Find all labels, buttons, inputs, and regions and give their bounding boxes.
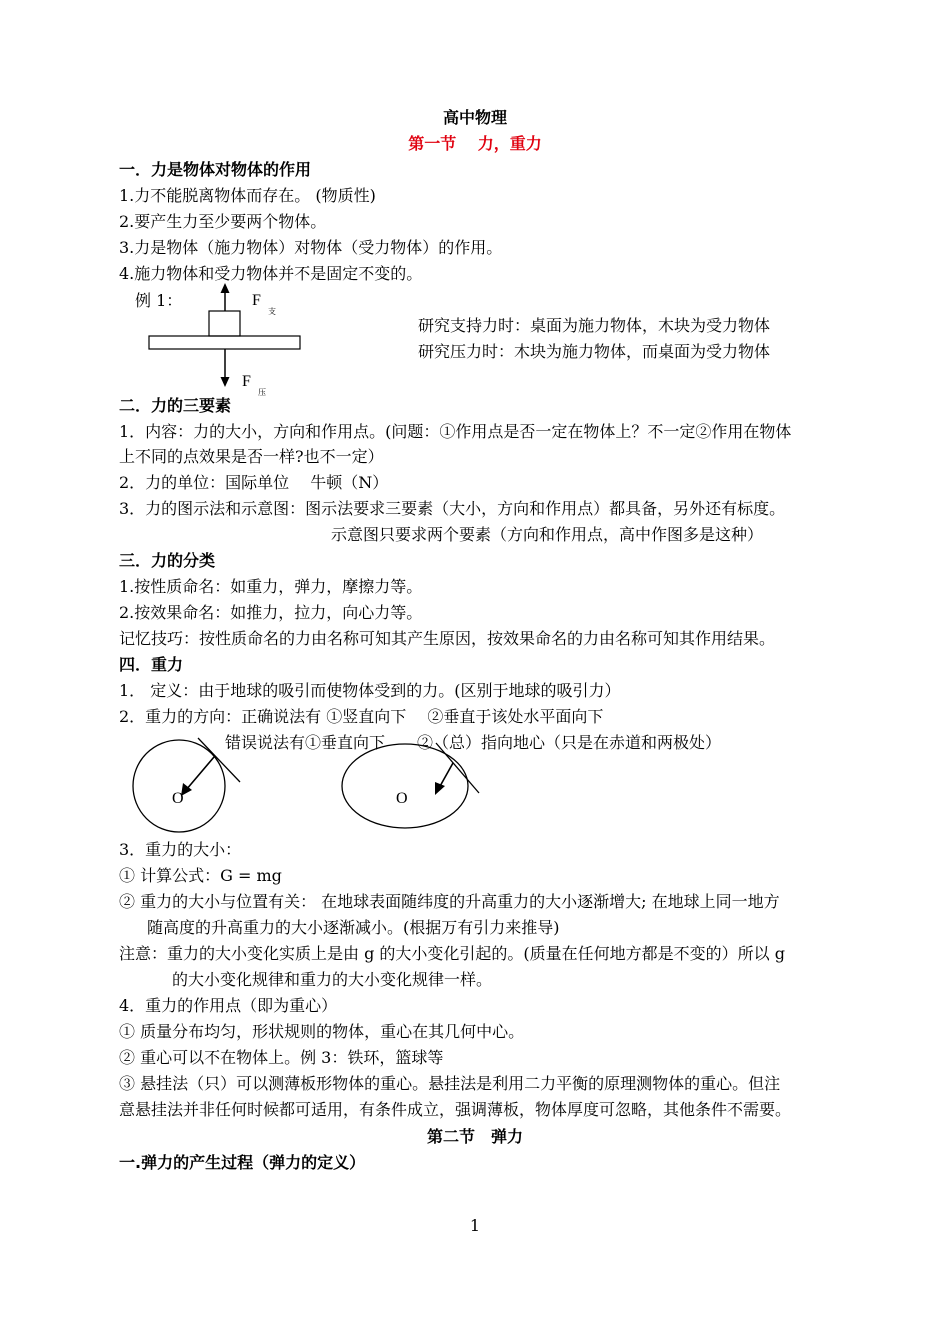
earth-circle xyxy=(133,740,225,832)
para: ② 重心可以不在物体上。例 3：铁环，篮球等 xyxy=(119,1048,444,1067)
heading-3: 三．力的分类 xyxy=(119,551,216,570)
para: ② 重力的大小与位置有关： 在地球表面随纬度的升高重力的大小逐渐增大; 在地球上同一地方 xyxy=(119,892,780,911)
f-support-sub: 支 xyxy=(268,307,276,316)
center-label: O xyxy=(396,790,408,807)
para: 上不同的点效果是否一样?也不一定） xyxy=(119,447,384,466)
tangent-line xyxy=(198,738,240,782)
f-pressure-sub: 压 xyxy=(258,388,266,397)
para: ① 质量分布均匀，形状规则的物体，重心在其几何中心。 xyxy=(119,1022,525,1041)
example-note: 研究支持力时：桌面为施力物体，木块为受力物体 xyxy=(418,316,771,335)
example-note: 研究压力时：木块为施力物体，而桌面为受力物体 xyxy=(418,342,771,361)
para: 1.按性质命名：如重力，弹力，摩擦力等。 xyxy=(119,577,423,596)
para: 意悬挂法并非任何时候都可适用，有条件成立，强调薄板，物体厚度可忽略，其他条件不需要。 xyxy=(119,1100,792,1119)
arrow-head xyxy=(221,377,230,387)
table-plank xyxy=(149,336,300,349)
earth-ellipse xyxy=(342,744,468,828)
para: 2．力的单位：国际单位 牛顿（N） xyxy=(119,473,389,492)
para: 2.要产生力至少要两个物体。 xyxy=(119,212,327,231)
para: 3．力的图示法和示意图：图示法要求三要素（大小，方向和作用点）都具备，另外还有标度。 xyxy=(119,499,786,518)
para: ③ 悬挂法（只）可以测薄板形物体的重心。悬挂法是利用二力平衡的原理测物体的重心。但注 xyxy=(119,1074,781,1093)
doc-title: 高中物理 xyxy=(442,108,507,127)
para: 3.力是物体（施力物体）对物体（受力物体）的作用。 xyxy=(119,238,503,257)
note: 注意：重力的大小变化实质上是由 g 的大小变化引起的。(质量在任何地方都是不变的）所以 g xyxy=(119,944,785,963)
para: 记忆技巧：按性质命名的力由名称可知其产生原因，按效果命名的力由名称可知其作用结果。 xyxy=(119,629,776,648)
para: 1． 定义：由于地球的吸引而使物体受到的力。(区别于地球的吸引力） xyxy=(119,681,621,700)
para: 示意图只要求两个要素（方向和作用点，高中作图多是这种） xyxy=(331,525,764,544)
para: 2．重力的方向：正确说法有 ①竖直向下 ②垂直于该处水平面向下 xyxy=(119,707,604,726)
heading-5: 一.弹力的产生过程（弹力的定义） xyxy=(119,1153,366,1172)
para: 3．重力的大小： xyxy=(119,840,242,859)
para: 1．内容：力的大小，方向和作用点。(问题：①作用点是否一定在物体上？不一定②作用在物体 xyxy=(119,422,792,441)
f-support-label: F xyxy=(252,292,261,309)
para: 错误说法有①垂直向下 ②（总）指向地心（只是在赤道和两极处） xyxy=(225,733,722,752)
f-pressure-label: F xyxy=(242,373,251,390)
arrow-head xyxy=(221,283,230,293)
center-label: O xyxy=(172,790,184,807)
force-diagram xyxy=(140,280,320,400)
wood-block xyxy=(209,311,240,336)
para: 1.力不能脱离物体而存在。 (物质性) xyxy=(119,186,376,205)
section-heading: 第一节 力，重力 xyxy=(408,134,542,153)
arrow-head xyxy=(435,782,445,795)
heading-1: 一．力是物体对物体的作用 xyxy=(119,160,312,179)
example-label: 例 1： xyxy=(135,291,183,310)
para: 2.按效果命名：如推力，拉力，向心力等。 xyxy=(119,603,423,622)
para: 随高度的升高重力的大小逐渐减小。(根据万有引力来推导) xyxy=(147,918,560,937)
heading-2: 二．力的三要素 xyxy=(119,396,232,415)
section-heading: 第二节 弹力 xyxy=(426,1127,523,1146)
gravity-arrow xyxy=(439,763,453,788)
page-number: 1 xyxy=(469,1216,481,1235)
gravity-arrow xyxy=(186,757,214,790)
para: ① 计算公式：G = mg xyxy=(119,866,282,885)
para: 4．重力的作用点（即为重心） xyxy=(119,996,338,1015)
heading-4: 四．重力 xyxy=(119,655,184,674)
gravity-direction-diagram xyxy=(120,730,500,840)
para: 4.施力物体和受力物体并不是固定不变的。 xyxy=(119,264,423,283)
note: 的大小变化规律和重力的大小变化规律一样。 xyxy=(172,970,493,989)
